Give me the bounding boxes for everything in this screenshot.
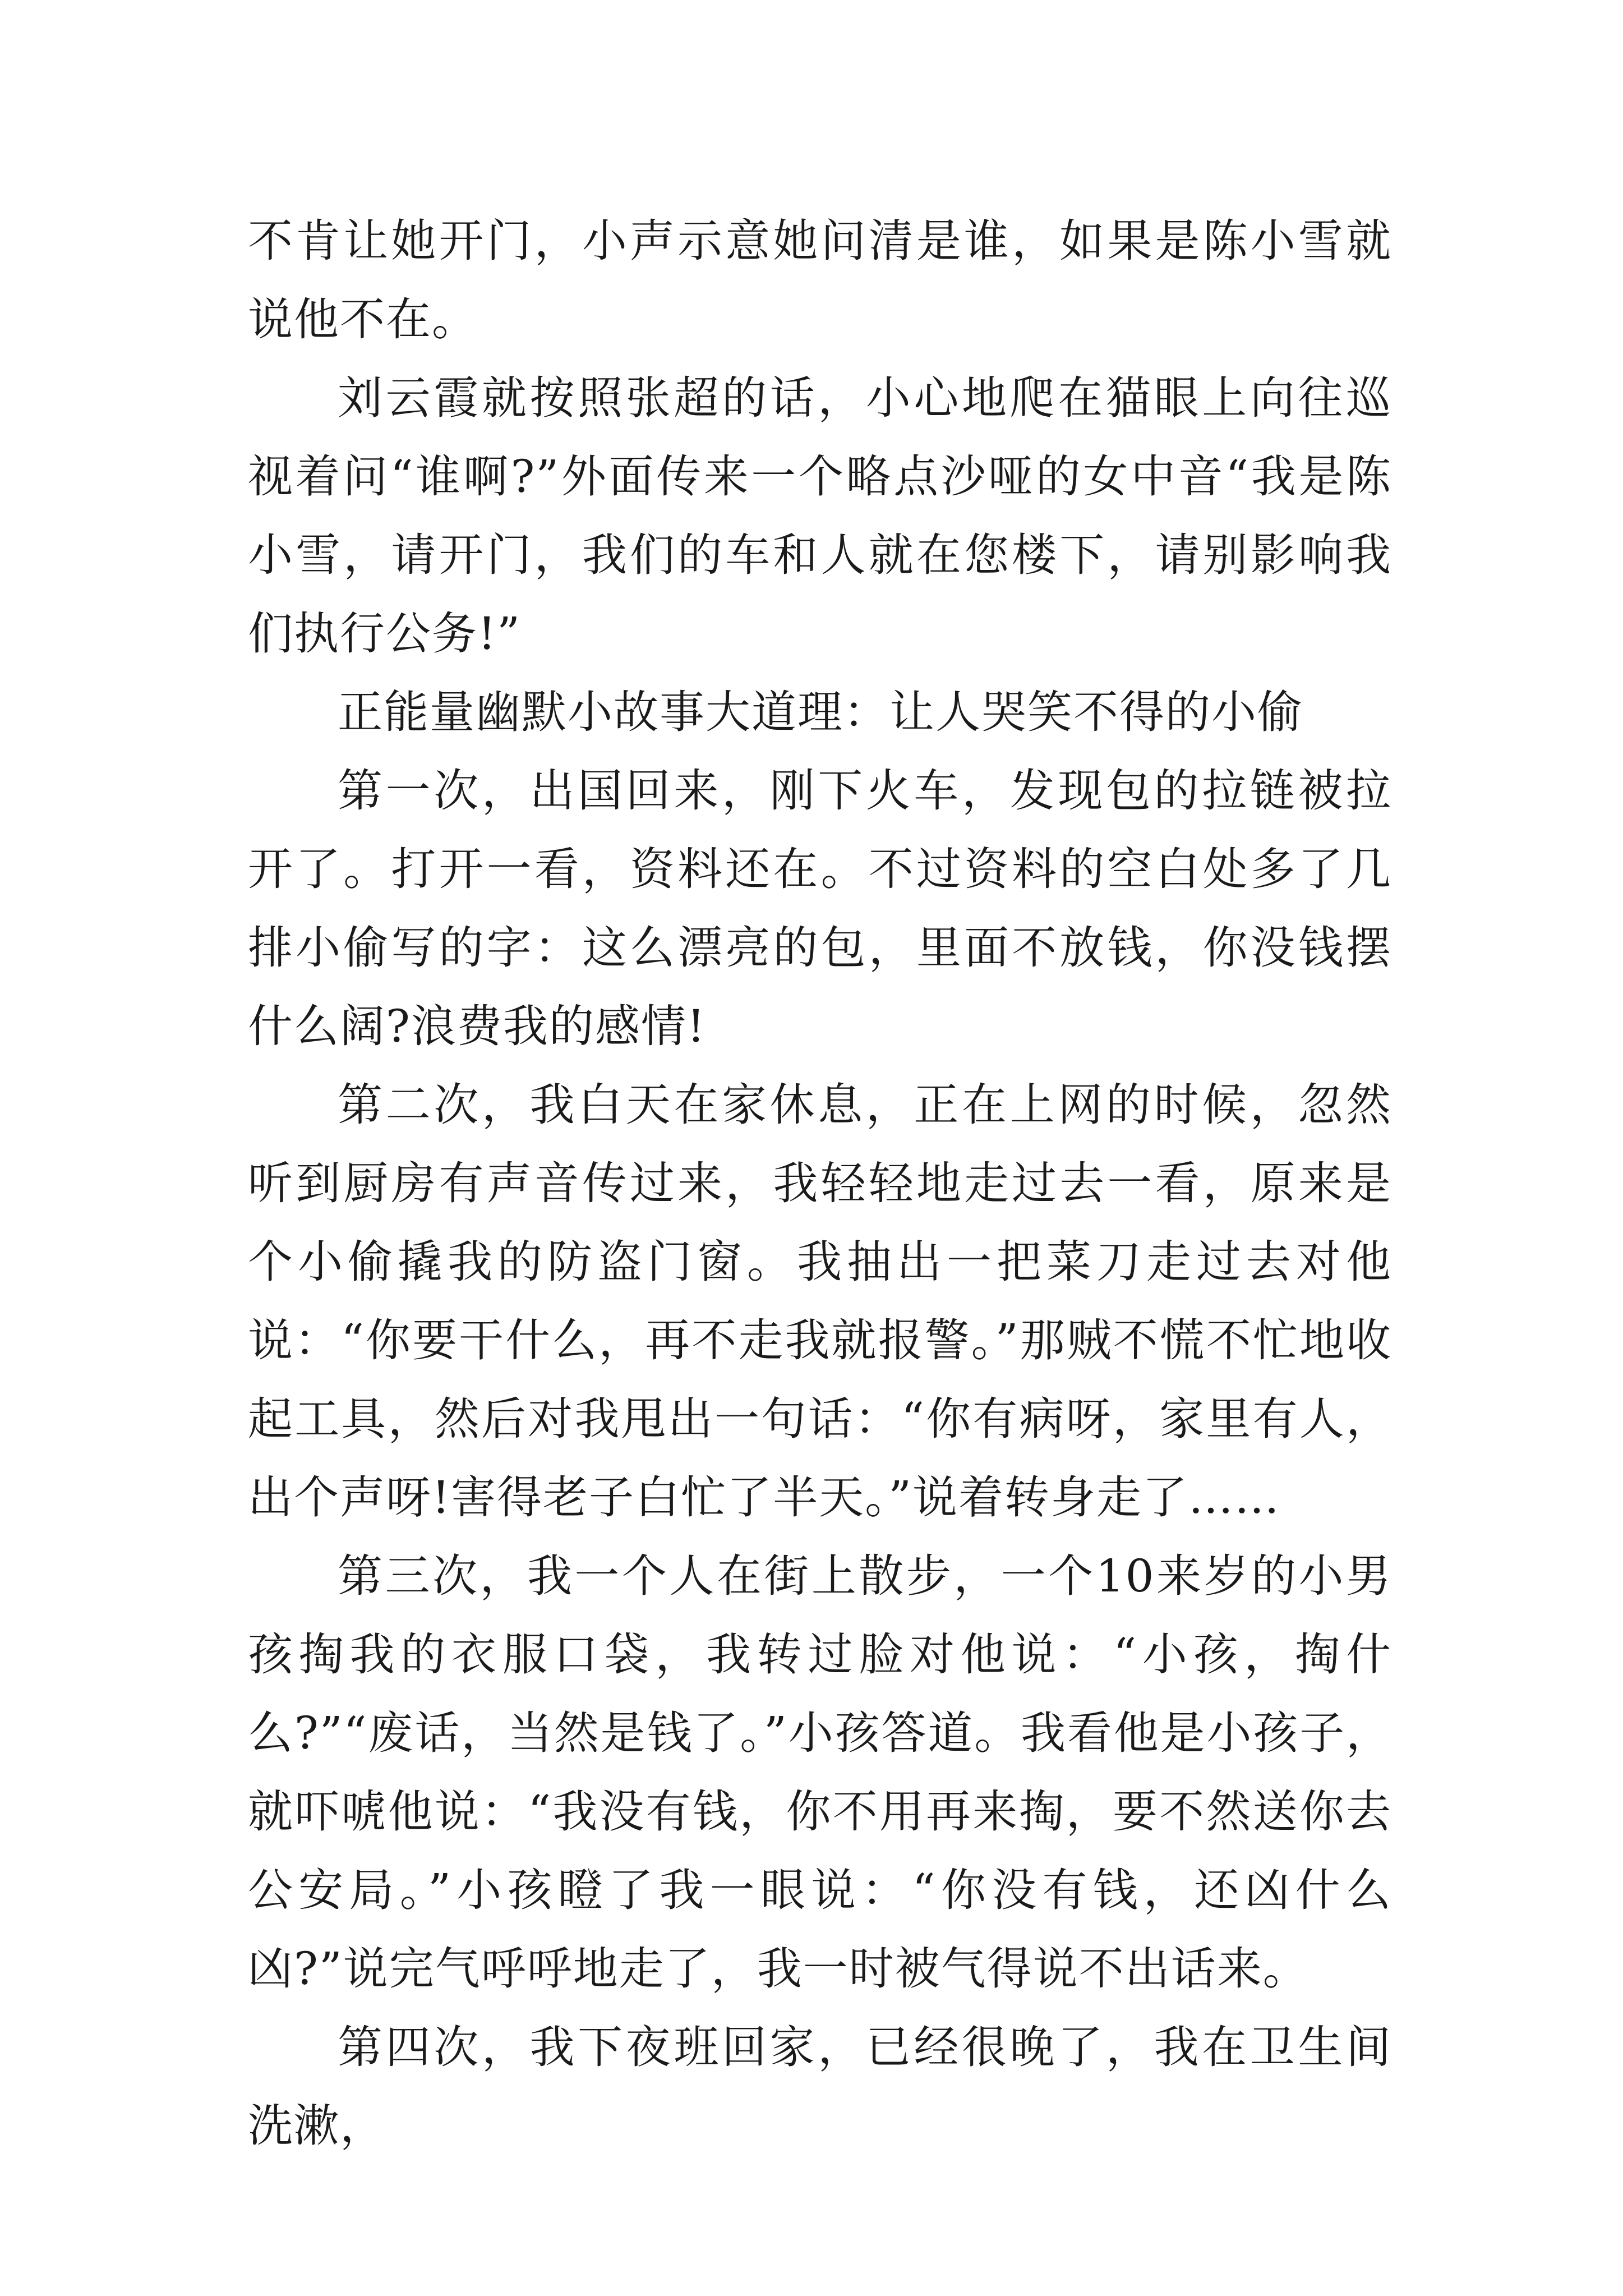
- paragraph: 第二次，我白天在家休息，正在上网的时候，忽然听到厨房有声音传过来，我轻轻地走过去一看，原来是个小偷撬我的防盗门窗。我抽出一把菜刀走过去对他说：“你要干什么，再不走我就报警。”那贼不慌不忙地收起工具，然后对我甩出一句话：“你有病呀，家里有人，出个声呀!害得老子白忙了半天。”说着转身走了……: [248, 1079, 1392, 1524]
- paragraph: 第一次，出国回来，刚下火车，发现包的拉链被拉开了。打开一看，资料还在。不过资料的空白处多了几排小偷写的字：这么漂亮的包，里面不放钱，你没钱摆什么阔?浪费我的感情!: [248, 765, 1392, 1052]
- paragraph: 第四次，我下夜班回家，已经很晚了，我在卫生间洗漱，: [248, 2021, 1392, 2152]
- section-title: 正能量幽默小故事大道理：让人哭笑不得的小偷: [338, 686, 1303, 738]
- paragraph-continuation: 不肯让她开门，小声示意她问清是谁，如果是陈小雪就说他不在。: [248, 215, 1392, 346]
- paragraph: 刘云霞就按照张超的话，小心地爬在猫眼上向往巡视着问“谁啊?”外面传来一个略点沙哑的女中音“我是陈小雪，请开门，我们的车和人就在您楼下，请别影响我们执行公务!”: [248, 372, 1392, 660]
- paragraph: 第三次，我一个人在街上散步，一个10来岁的小男孩掏我的衣服口袋，我转过脸对他说：“小孩，掏什么?”“废话，当然是钱了。”小孩答道。我看他是小孩子，就吓唬他说：“我没有钱，你不用再来掏，要不然送你去公安局。”小孩瞪了我一眼说：“你没有钱，还凶什么凶?”说完气呼呼地走了，我一时被气得说不出话来。: [248, 1550, 1392, 1995]
- document-body: [248, 202, 1392, 2165]
